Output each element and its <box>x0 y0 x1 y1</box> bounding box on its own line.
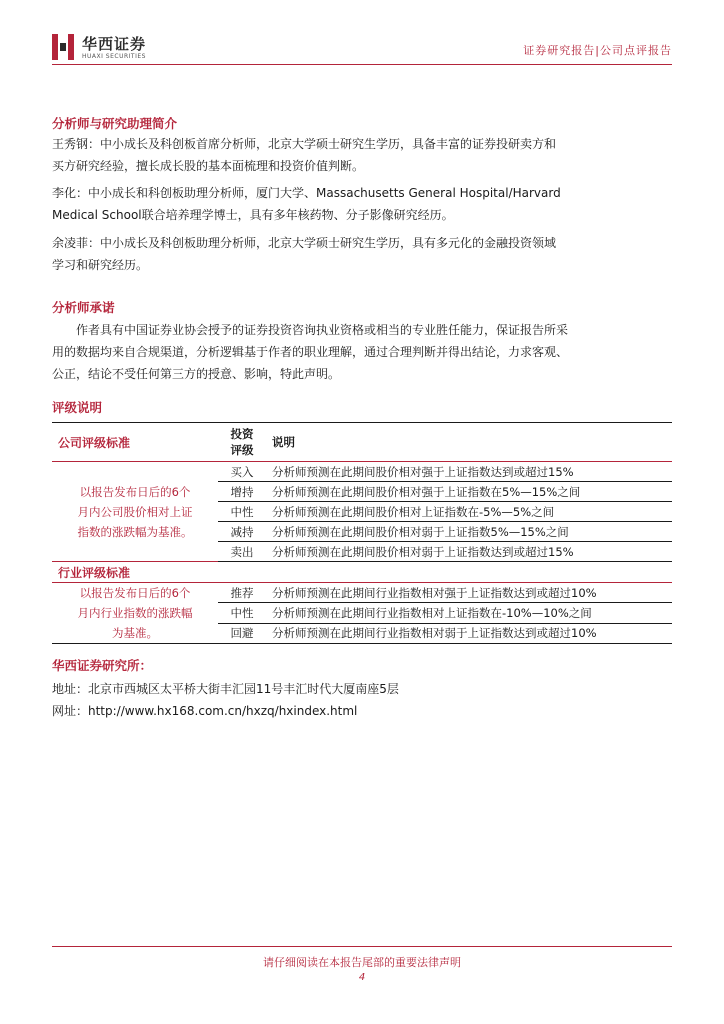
rating-table <box>52 422 672 644</box>
industry-grade-desc: 分析师预测在此期间行业指数相对弱于上证指数达到或超过10% <box>266 623 672 643</box>
company-rating-note: 以报告发布日后的6个 月内公司股价相对上证 指数的涨跌幅为基准。 <box>77 484 193 539</box>
industry-grade: 回避 <box>218 623 266 643</box>
company-grade: 减持 <box>218 522 266 542</box>
industry-header-row <box>52 562 672 583</box>
company-grade-desc: 分析师预测在此期间股价相对弱于上证指数5%—15%之间 <box>266 522 672 542</box>
company-rating-header: 公司评级标准 <box>58 435 131 450</box>
commitment-text: 作者具有中国证券业协会授予的证券投资咨询执业资格或相当的专业胜任能力，保证报告所采 用的数据均来自合规渠道，分析逻辑基于作者的职业理解，通过合理判断并得出结论，力求客观、 公正，结论不受任何第三方的授意、影响，特此声明。 <box>52 323 569 381</box>
industry-grade: 推荐 <box>218 583 266 603</box>
header-divider <box>52 64 672 65</box>
analyst-bio-2: 李化：中小成长和科创板助理分析师，厦门大学、Massachusetts General Hospital/Harvard Medical School联合培养理学博士，具有多年核药物、分子影像研究经历。 <box>52 186 561 222</box>
analyst-bio-1: 王秀钢：中小成长及科创板首席分析师，北京大学硕士研究生学历，具备丰富的证券投研卖方和 买方研究经验，擅长成长股的基本面梳理和投资价值判断。 <box>52 137 557 173</box>
footer-divider <box>52 946 672 947</box>
institute-title: 华西证券研究所： <box>52 658 153 673</box>
analysts-title: 分析师与研究助理简介 <box>52 116 178 131</box>
institute-address: 地址：北京市西城区太平桥大街丰汇园11号丰汇时代大厦南座5层 <box>52 682 399 696</box>
desc-column-header: 说明 <box>272 435 295 449</box>
analyst-bio-3: 余凌菲：中小成长及科创板助理分析师，北京大学硕士研究生学历，具有多元化的金融投资领域 学习和研究经历。 <box>52 236 557 272</box>
company-logo-icon <box>52 34 74 60</box>
legal-notice: 请仔细阅读在本报告尾部的重要法律声明 <box>263 956 461 969</box>
rating-title: 评级说明 <box>52 400 103 415</box>
logo-cn-text: 华西证券 <box>82 35 147 53</box>
industry-rating-header: 行业评级标准 <box>58 565 131 580</box>
company-grade-desc: 分析师预测在此期间股价相对弱于上证指数达到或超过15% <box>266 542 672 562</box>
report-type-label: 证券研究报告|公司点评报告 <box>523 44 672 57</box>
company-grade-desc: 分析师预测在此期间股价相对强于上证指数达到或超过15% <box>266 462 672 482</box>
company-row <box>52 462 672 482</box>
rating-table-header <box>52 423 672 462</box>
industry-rating-note: 以报告发布日后的6个 月内行业指数的涨跌幅 为基准。 <box>52 583 218 644</box>
industry-grade-desc: 分析师预测在此期间行业指数相对强于上证指数达到或超过10% <box>266 583 672 603</box>
company-grade: 中性 <box>218 502 266 522</box>
company-grade-desc: 分析师预测在此期间股价相对上证指数在-5%—5%之间 <box>266 502 672 522</box>
company-grade-desc: 分析师预测在此期间股价相对强于上证指数在5%—15%之间 <box>266 482 672 502</box>
industry-row <box>52 583 672 603</box>
commitment-title: 分析师承诺 <box>52 300 115 315</box>
company-grade: 增持 <box>218 482 266 502</box>
institute-website[interactable]: 网址：http://www.hx168.com.cn/hxzq/hxindex.html <box>52 704 358 718</box>
industry-grade-desc: 分析师预测在此期间行业指数相对上证指数在-10%—10%之间 <box>266 603 672 623</box>
grade-column-header: 投资 评级 <box>230 427 254 457</box>
logo-en-text: HUAXI SECURITIES <box>82 53 146 60</box>
page-number: 4 <box>358 972 366 983</box>
company-grade: 卖出 <box>218 542 266 562</box>
company-grade: 买入 <box>218 462 266 482</box>
industry-grade: 中性 <box>218 603 266 623</box>
